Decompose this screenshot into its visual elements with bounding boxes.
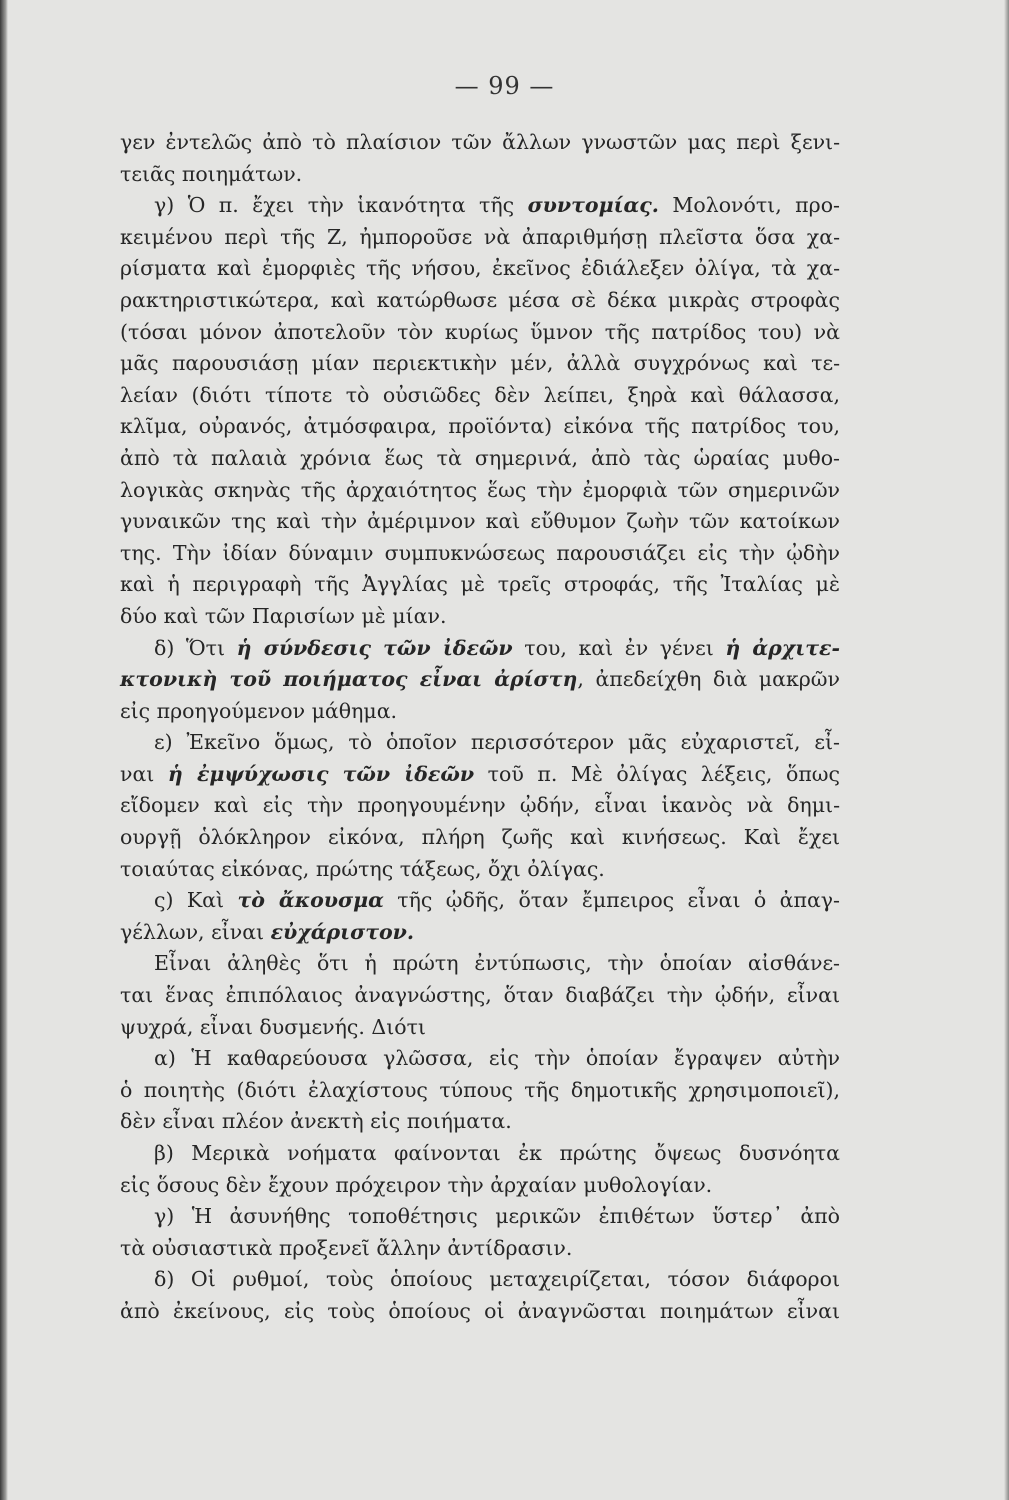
text-run: ε) Ἐκεῖνο ὅμως, τὸ ὁποῖον περισσότερον μᾶς εὐχαριστεῖ, εἶ-	[154, 730, 840, 755]
text-line	[120, 443, 840, 475]
text-run: δ) Οἱ ρυθμοί, τοὺς ὁποίους μεταχειρίζεται, τόσον διάφοροι	[154, 1267, 840, 1292]
text-run: της. Τὴν ἰδίαν δύναμιν συμπυκνώσεως παρουσιάζει εἰς τὴν ᾠδὴν	[120, 540, 840, 565]
text-line	[120, 948, 840, 980]
text-run: ρίσματα καὶ ἐμορφιὲς τῆς νήσου, ἐκεῖνος ἐδιάλεξεν ὀλίγα, τὰ χα-	[120, 256, 840, 281]
text-run: γέλλων, εἶναι	[120, 919, 271, 944]
page-number: — 99 —	[454, 72, 555, 100]
text-run: ὁ ποιητὴς (διότι ἐλαχίστους τύπους τῆς δημοτικῆς χρησιμοποιεῖ),	[120, 1077, 840, 1102]
page-left-edge-shadow	[0, 0, 8, 1500]
text-line	[120, 822, 840, 854]
text-line	[120, 759, 840, 791]
emphasized-text: ἡ ἐμψύχωσις τῶν ἰδεῶν	[167, 761, 475, 786]
text-run: ἀπὸ τὰ παλαιὰ χρόνια ἕως τὰ σημερινά, ἀπὸ τὰς ὡραίας μυθο-	[120, 445, 840, 470]
text-run: λείαν (διότι τίποτε τὸ οὐσιῶδες δὲν λείπει, ξηρὰ καὶ θάλασσα,	[120, 382, 840, 407]
text-run: δύο καὶ τῶν Παρισίων μὲ μίαν.	[120, 603, 447, 628]
text-run: εἴδομεν καὶ εἰς τὴν προηγουμένην ᾠδήν, εἶναι ἱκανὸς νὰ δημι-	[120, 793, 840, 818]
emphasized-text: συντομίας.	[527, 193, 659, 218]
text-run: τὰ οὐσιαστικὰ προξενεῖ ἄλλην ἀντίδρασιν.	[120, 1235, 573, 1260]
text-line	[120, 1106, 840, 1138]
text-run: τοιαύτας εἰκόνας, πρώτης τάξεως, ὄχι ὀλίγας.	[120, 856, 605, 881]
text-run: τοῦ π. Μὲ ὀλίγας λέξεις, ὅπως	[474, 761, 840, 786]
page-right-edge-shadow	[1004, 0, 1009, 1500]
text-line	[120, 1201, 840, 1233]
text-line	[120, 1138, 840, 1170]
text-line	[120, 727, 840, 759]
text-run: τειᾶς ποιημάτων.	[120, 161, 303, 186]
text-line	[120, 569, 840, 601]
text-line	[120, 127, 840, 159]
emphasized-text: τὸ ἄκουσμα	[237, 888, 384, 913]
text-run: εἰς ὅσους δὲν ἔχουν πρόχειρον τὴν ἀρχαίαν μυθολογίαν.	[120, 1172, 713, 1197]
text-run: γ) Ὁ π. ἔχει τὴν ἱκανότητα τῆς	[154, 193, 528, 218]
text-run: α) Ἡ καθαρεύουσα γλῶσσα, εἰς τὴν ὁποίαν ἔγραψεν αὐτὴν	[154, 1046, 840, 1071]
text-line	[120, 475, 840, 507]
text-line	[120, 190, 840, 222]
text-run: δ) Ὅτι	[154, 635, 237, 660]
emphasized-text: ἡ ἀρχιτε-	[725, 635, 840, 660]
text-line	[120, 1075, 840, 1107]
text-line	[120, 633, 840, 665]
text-run: δὲν εἶναι πλέον ἀνεκτὴ εἰς ποιήματα.	[120, 1109, 512, 1134]
text-line	[120, 1012, 840, 1044]
text-line	[120, 506, 840, 538]
text-line	[120, 159, 840, 191]
text-line	[120, 854, 840, 886]
text-run: γεν ἐντελῶς ἀπὸ τὸ πλαίσιον τῶν ἄλλων γνωστῶν μας περὶ ξενι-	[120, 130, 840, 154]
emphasized-text: κτονικὴ τοῦ ποιήματος εἶναι ἀρίστη	[120, 667, 578, 692]
emphasized-text: εὐχάριστον.	[270, 919, 415, 944]
text-run: κειμένου περὶ τῆς Ζ, ἠμποροῦσε νὰ ἀπαριθμήσῃ πλεῖστα ὅσα χα-	[120, 224, 840, 249]
text-line	[120, 285, 840, 317]
text-run: ται ἕνας ἐπιπόλαιος ἀναγνώστης, ὅταν διαβάζει τὴν ᾠδήν, εἶναι	[120, 983, 840, 1008]
text-run: Εἶναι ἀληθὲς ὅτι ἡ πρώτη ἐντύπωσις, τὴν ὁποίαν αἰσθάνε-	[154, 951, 840, 976]
text-line	[120, 790, 840, 822]
text-run: ρακτηριστικώτερα, καὶ κατώρθωσε μέσα σὲ δέκα μικρὰς στροφὰς	[120, 287, 840, 312]
text-run: ς) Καὶ	[154, 888, 238, 913]
emphasized-text: ἡ σύνδεσις τῶν ἰδεῶν	[236, 635, 513, 660]
text-line	[120, 538, 840, 570]
text-line	[120, 317, 840, 349]
text-line	[120, 411, 840, 443]
text-run: ναι	[120, 761, 168, 786]
text-run: τῆς ᾠδῆς, ὅταν ἔμπειρος εἶναι ὁ ἀπαγ-	[383, 888, 840, 913]
text-run: γυναικῶν της καὶ τὴν ἀμέριμνον καὶ εὔθυμον ζωὴν τῶν κατοίκων	[120, 509, 840, 534]
text-run: γ) Ἡ ἀσυνήθης τοποθέτησις μερικῶν ἐπιθέτων ὕστερ᾽ ἀπὸ	[154, 1204, 840, 1229]
text-run: λογικὰς σκηνὰς τῆς ἀρχαιότητος ἕως τὴν ἐμορφιὰ τῶν σημερινῶν	[120, 477, 840, 502]
text-line	[120, 917, 840, 949]
text-run: εἰς προηγούμενον μάθημα.	[120, 698, 398, 723]
text-run: β) Μερικὰ νοήματα φαίνονται ἐκ πρώτης ὄψεως δυσνόητα	[154, 1141, 840, 1165]
text-run: (τόσαι μόνον ἀποτελοῦν τὸν κυρίως ὕμνον τῆς πατρίδος του) νὰ	[120, 319, 840, 344]
text-run: μᾶς παρουσιάσῃ μίαν περιεκτικὴν μέν, ἀλλὰ συγχρόνως καὶ τε-	[120, 351, 840, 376]
text-run: Μολονότι, προ-	[658, 193, 840, 218]
text-line	[120, 1043, 840, 1075]
text-line	[120, 348, 840, 380]
text-run: κλῖμα, οὐρανός, ἀτμόσφαιρα, προϊόντα) εἰκόνα τῆς πατρίδος του,	[120, 414, 840, 439]
text-run: ουργῇ ὁλόκληρον εἰκόνα, πλήρη ζωῆς καὶ κινήσεως. Καὶ ἔχει	[120, 825, 840, 850]
text-run: ἀπὸ ἐκείνους, εἰς τοὺς ὁποίους οἱ ἀναγνῶσται ποιημάτων εἶναι	[120, 1298, 840, 1323]
text-line	[120, 601, 840, 633]
text-run: ψυχρά, εἶναι δυσμενής. Διότι	[120, 1014, 426, 1039]
text-line	[120, 1170, 840, 1202]
body-text	[120, 127, 840, 1328]
text-line	[120, 222, 840, 254]
text-line	[120, 885, 840, 917]
text-run: του, καὶ ἐν γένει	[512, 635, 726, 660]
text-run: καὶ ἡ περιγραφὴ τῆς Ἀγγλίας μὲ τρεῖς στροφάς, τῆς Ἰταλίας μὲ	[120, 572, 840, 597]
text-line	[120, 1264, 840, 1296]
text-line	[120, 380, 840, 412]
text-line	[120, 980, 840, 1012]
text-run: , ἀπεδείχθη διὰ μακρῶν	[577, 667, 840, 692]
text-line	[120, 1233, 840, 1265]
text-line	[120, 253, 840, 285]
text-line	[120, 696, 840, 728]
text-line	[120, 1296, 840, 1328]
text-line	[120, 664, 840, 696]
